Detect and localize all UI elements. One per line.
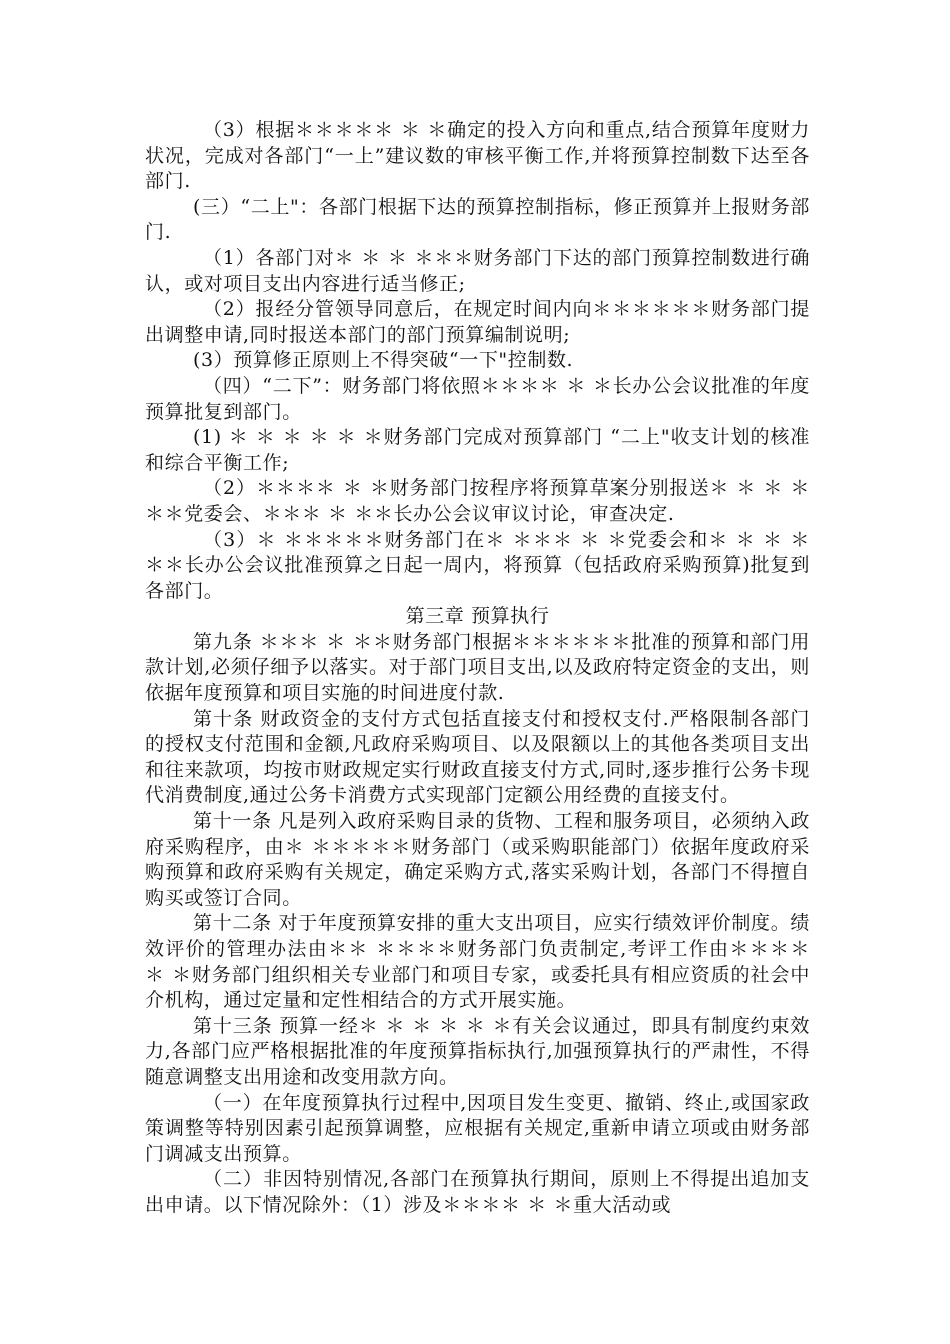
article-13-paragraph: 第十三条 预算一经＊ ＊ ＊ ＊ ＊ ＊有关会议通过，即具有制度约束效力,各部门应严格根据批准的年度预算指标执行,加强预算执行的严肃性，不得随意调整支出用途和改变用款方向。 <box>145 1014 810 1088</box>
paragraph: （2）＊＊＊＊ ＊ ＊财务部门按程序将预算草案分别报送＊ ＊ ＊ ＊＊＊党委会、＊＊＊ ＊ ＊＊长办公会议审议讨论，审查决定. <box>145 477 810 525</box>
paragraph: （二）非因特别情况,各部门在预算执行期间，原则上不得提出追加支出申请。以下情况除外：（1）涉及＊＊＊＊ ＊ ＊重大活动或 <box>145 1168 810 1216</box>
article-12-paragraph: 第十二条 对于年度预算安排的重大支出项目，应实行绩效评价制度。绩效评价的管理办法由＊＊ ＊＊＊＊财务部门负责制定,考评工作由＊＊＊＊ ＊ ＊财务部门组织相关专业部门和项目专家，或委托具有相应资质的社会中介机构，通过定量和定性相结合的方式开展实施。 <box>145 912 810 1012</box>
paragraph: (3）预算修正原则上不得突破“一下"控制数. <box>193 349 574 372</box>
chapter-heading: 第三章 预算执行 <box>405 605 550 628</box>
paragraph: （3）＊ ＊＊＊＊＊财务部门在＊ ＊＊＊ ＊ ＊党委会和＊ ＊ ＊ ＊＊＊长办公会议批准预算之日起一周内，将预算（包括政府采购预算)批复到各部门。 <box>145 528 810 602</box>
paragraph: （2）报经分管领导同意后，在规定时间内向＊＊＊＊＊＊财务部门提出调整申请,同时报送本部门的部门预算编制说明; <box>145 298 810 346</box>
article-10-paragraph: 第十条 财政资金的支付方式包括直接支付和授权支付.严格限制各部门的授权支付范围和金额,凡政府采购项目、以及限额以上的其他各类项目支出和往来款项，均按市财政规定实行财政直接支付方式,同时,逐步推行公务卡现代消费制度,通过公务卡消费方式实现部门定额公用经费的直接支付。 <box>145 707 810 807</box>
paragraph: (1) ＊ ＊ ＊ ＊ ＊ ＊财务部门完成对预算部门 “二上"收支计划的核准和综合平衡工作; <box>145 426 810 474</box>
paragraph: （四）“二下”：财务部门将依照＊＊＊＊ ＊ ＊长办公会议批准的年度预算批复到部门。 <box>145 374 810 423</box>
article-9-paragraph: 第九条 ＊＊＊ ＊ ＊＊财务部门根据＊＊＊＊＊＊批准的预算和部门用款计划,必须仔细予以落实。对于部门项目支出,以及政府特定资金的支出，则依据年度预算和项目实施的时间进度付款. <box>145 630 810 705</box>
paragraph: (三）“二上"：各部门根据下达的预算控制指标，修正预算并上报财务部门. <box>145 195 810 244</box>
paragraph: （一）在年度预算执行过程中,因项目发生变更、撤销、终止,或国家政策调整等特别因素引起预算调整，应根据有关规定,重新申请立项或由财务部门调减支出预算。 <box>145 1091 810 1165</box>
article-11-paragraph: 第十一条 凡是列入政府采购目录的货物、工程和服务项目，必须纳入政府采购程序，由＊ ＊＊＊＊＊财务部门（或采购职能部门）依据年度政府采购预算和政府采购有关规定，确定采购方式,落实采购计划，各部门不得擅自购买或签订合同。 <box>145 810 810 909</box>
paragraph: （3）根据＊＊＊＊＊ ＊ ＊确定的投入方向和重点,结合预算年度财力状况，完成对各部门“一上”建议数的审核平衡工作,并将预算控制数下达至各部门. <box>145 119 810 193</box>
document-body <box>145 118 810 1219</box>
paragraph: （1）各部门对＊ ＊ ＊ ＊＊＊财务部门下达的部门预算控制数进行确认，或对项目支出内容进行适当修正; <box>145 246 810 295</box>
